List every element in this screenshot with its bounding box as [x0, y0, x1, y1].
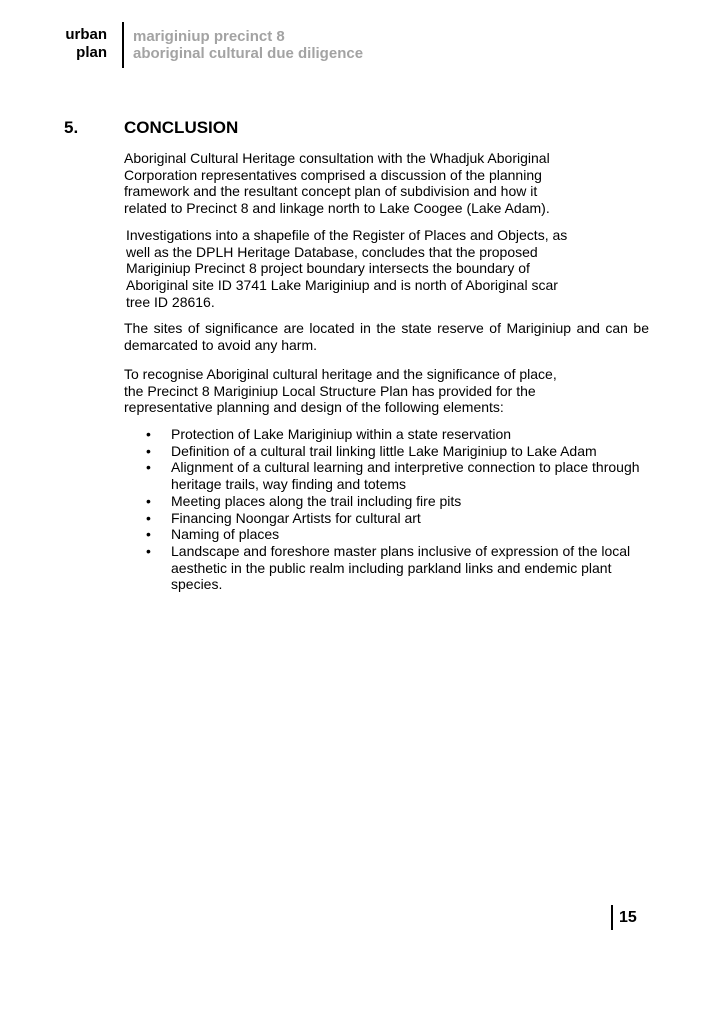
list-item [146, 526, 656, 543]
document-title-line1: mariginiup precinct 8 [133, 28, 285, 45]
urban-plan-logo [40, 26, 107, 62]
page-number-divider [611, 905, 613, 930]
page-number: 15 [619, 909, 637, 926]
list-item-text: Financing Noongar Artists for cultural art [171, 509, 421, 526]
list-item-text: Naming of places [171, 526, 280, 543]
paragraph-investigations: Investigations into a shapefile of the Register of Places and Objects, as well as the DPLH Heritage Database, concludes that the proposed Mariginiup Precinct 8 project boundary intersects the boundary of Aboriginal site ID 3741 Lake Mariginiup and is north of Aboriginal scar tree ID 28616. [126, 227, 568, 310]
document-title [133, 28, 363, 62]
bullet-marker: • [146, 459, 151, 476]
bullet-marker: • [146, 492, 151, 509]
list-item [146, 443, 656, 460]
list-item [146, 426, 656, 443]
list-item-text: Landscape and foreshore master plans inclusive of expression of the local aesthetic in the public realm including parkland links and endemic plant species. [171, 542, 631, 593]
list-item [146, 510, 656, 527]
list-item [146, 459, 656, 492]
logo-line-plan: plan [76, 44, 107, 61]
paragraph-consultation: Aboriginal Cultural Heritage consultation with the Whadjuk Aboriginal Corporation representatives comprised a discussion of the planning framework and the resultant concept plan of subdivision and how it related to Precinct 8 and linkage north to Lake Coogee (Lake Adam). [124, 150, 550, 217]
list-item-text: Protection of Lake Mariginiup within a state reservation [171, 426, 512, 442]
list-item [146, 543, 656, 593]
bullet-marker: • [146, 542, 151, 559]
bullet-marker: • [146, 509, 151, 526]
list-item-text: Definition of a cultural trail linking little Lake Mariginiup to Lake Adam [171, 442, 597, 459]
elements-list [146, 426, 656, 593]
list-item [146, 493, 656, 510]
list-item-text: Alignment of a cultural learning and interpretive connection to place through heritage trails, way finding and totems [171, 459, 640, 493]
paragraph-recognise: To recognise Aboriginal cultural heritage and the significance of place, the Precinct 8 Mariginiup Local Structure Plan has provided for the representative planning and design of the following elements: [124, 366, 557, 416]
list-item-text: Meeting places along the trail including fire pits [171, 492, 462, 509]
document-title-line2: aboriginal cultural due diligence [133, 45, 364, 62]
paragraph-sites: The sites of significance are located in the state reserve of Mariginiup and can be demarcated to avoid any harm. [124, 320, 649, 353]
bullet-marker: • [146, 442, 151, 459]
logo-line-urban: urban [65, 26, 107, 43]
bullet-marker: • [146, 526, 151, 543]
bullet-marker: • [146, 426, 151, 442]
header-divider [122, 22, 124, 68]
section-title: CONCLUSION [124, 118, 239, 137]
section-number: 5. [64, 118, 79, 137]
